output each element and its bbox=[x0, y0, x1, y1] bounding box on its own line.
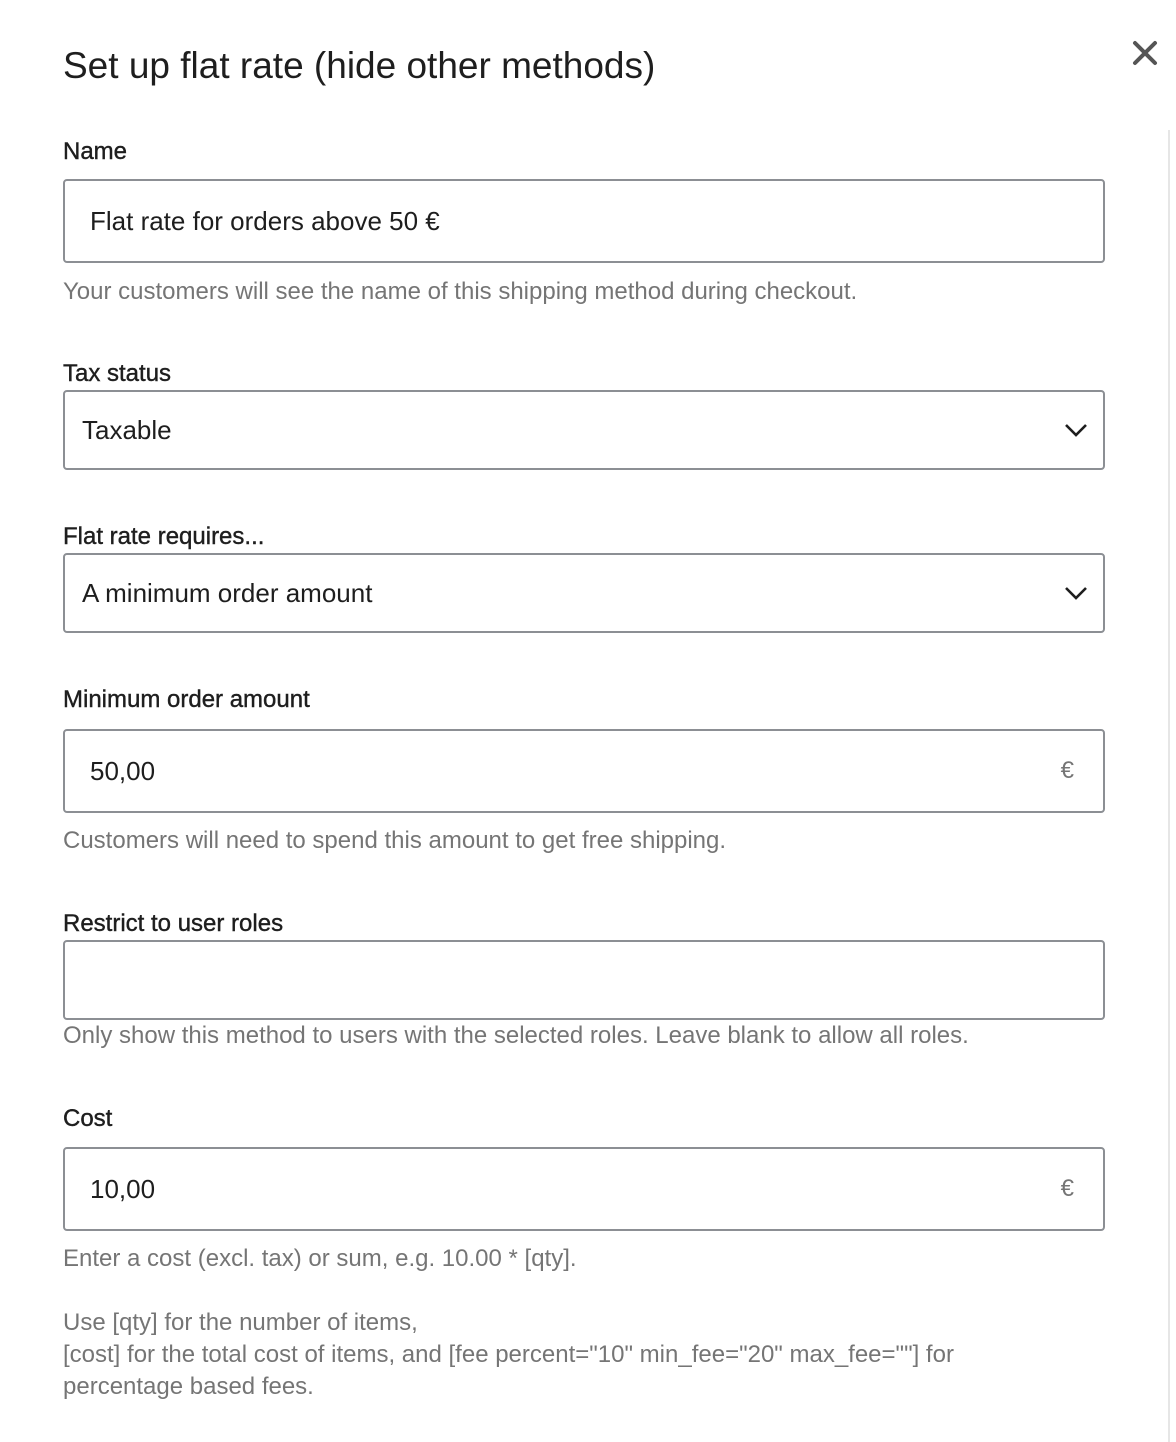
chevron-down-icon bbox=[1063, 580, 1089, 606]
name-field[interactable] bbox=[63, 179, 1105, 263]
close-icon bbox=[1132, 40, 1158, 66]
requires-select[interactable] bbox=[63, 553, 1105, 633]
cost-currency: € bbox=[1060, 1175, 1074, 1202]
min-amount-input[interactable] bbox=[65, 731, 1061, 811]
cost-label: Cost bbox=[63, 1105, 113, 1132]
min-amount-label: Minimum order amount bbox=[63, 686, 310, 713]
name-input[interactable] bbox=[65, 181, 1103, 261]
cost-help-line: percentage based fees. bbox=[63, 1373, 314, 1400]
tax-status-value: Taxable bbox=[82, 414, 172, 445]
name-label: Name bbox=[63, 138, 128, 165]
min-amount-currency: € bbox=[1060, 757, 1074, 784]
cost-help: Enter a cost (excl. tax) or sum, e.g. 10.00 * [qty]. bbox=[63, 1245, 577, 1272]
cost-field[interactable] bbox=[63, 1147, 1105, 1231]
close-button[interactable] bbox=[1124, 32, 1166, 74]
tax-status-select[interactable] bbox=[63, 390, 1105, 470]
cost-help-line: Use [qty] for the number of items, bbox=[63, 1309, 418, 1336]
scrollbar-track[interactable] bbox=[1168, 130, 1170, 1442]
requires-label: Flat rate requires... bbox=[63, 523, 265, 550]
user-roles-help: Only show this method to users with the selected roles. Leave blank to allow all roles. bbox=[63, 1022, 969, 1049]
min-amount-help: Customers will need to spend this amount to get free shipping. bbox=[63, 827, 727, 854]
user-roles-input[interactable] bbox=[65, 942, 1103, 1018]
min-amount-field[interactable] bbox=[63, 729, 1105, 813]
chevron-down-icon bbox=[1063, 417, 1089, 443]
cost-help-line: [cost] for the total cost of items, and [fee percent="10" min_fee="20" max_fee=""] for bbox=[63, 1341, 954, 1368]
user-roles-label: Restrict to user roles bbox=[63, 910, 284, 937]
tax-status-label: Tax status bbox=[63, 360, 172, 387]
modal-title: Set up flat rate (hide other methods) bbox=[63, 45, 656, 86]
cost-input[interactable] bbox=[65, 1149, 1061, 1229]
user-roles-field[interactable] bbox=[63, 940, 1105, 1020]
requires-value: A minimum order amount bbox=[82, 577, 373, 608]
name-help: Your customers will see the name of this shipping method during checkout. bbox=[63, 278, 858, 305]
